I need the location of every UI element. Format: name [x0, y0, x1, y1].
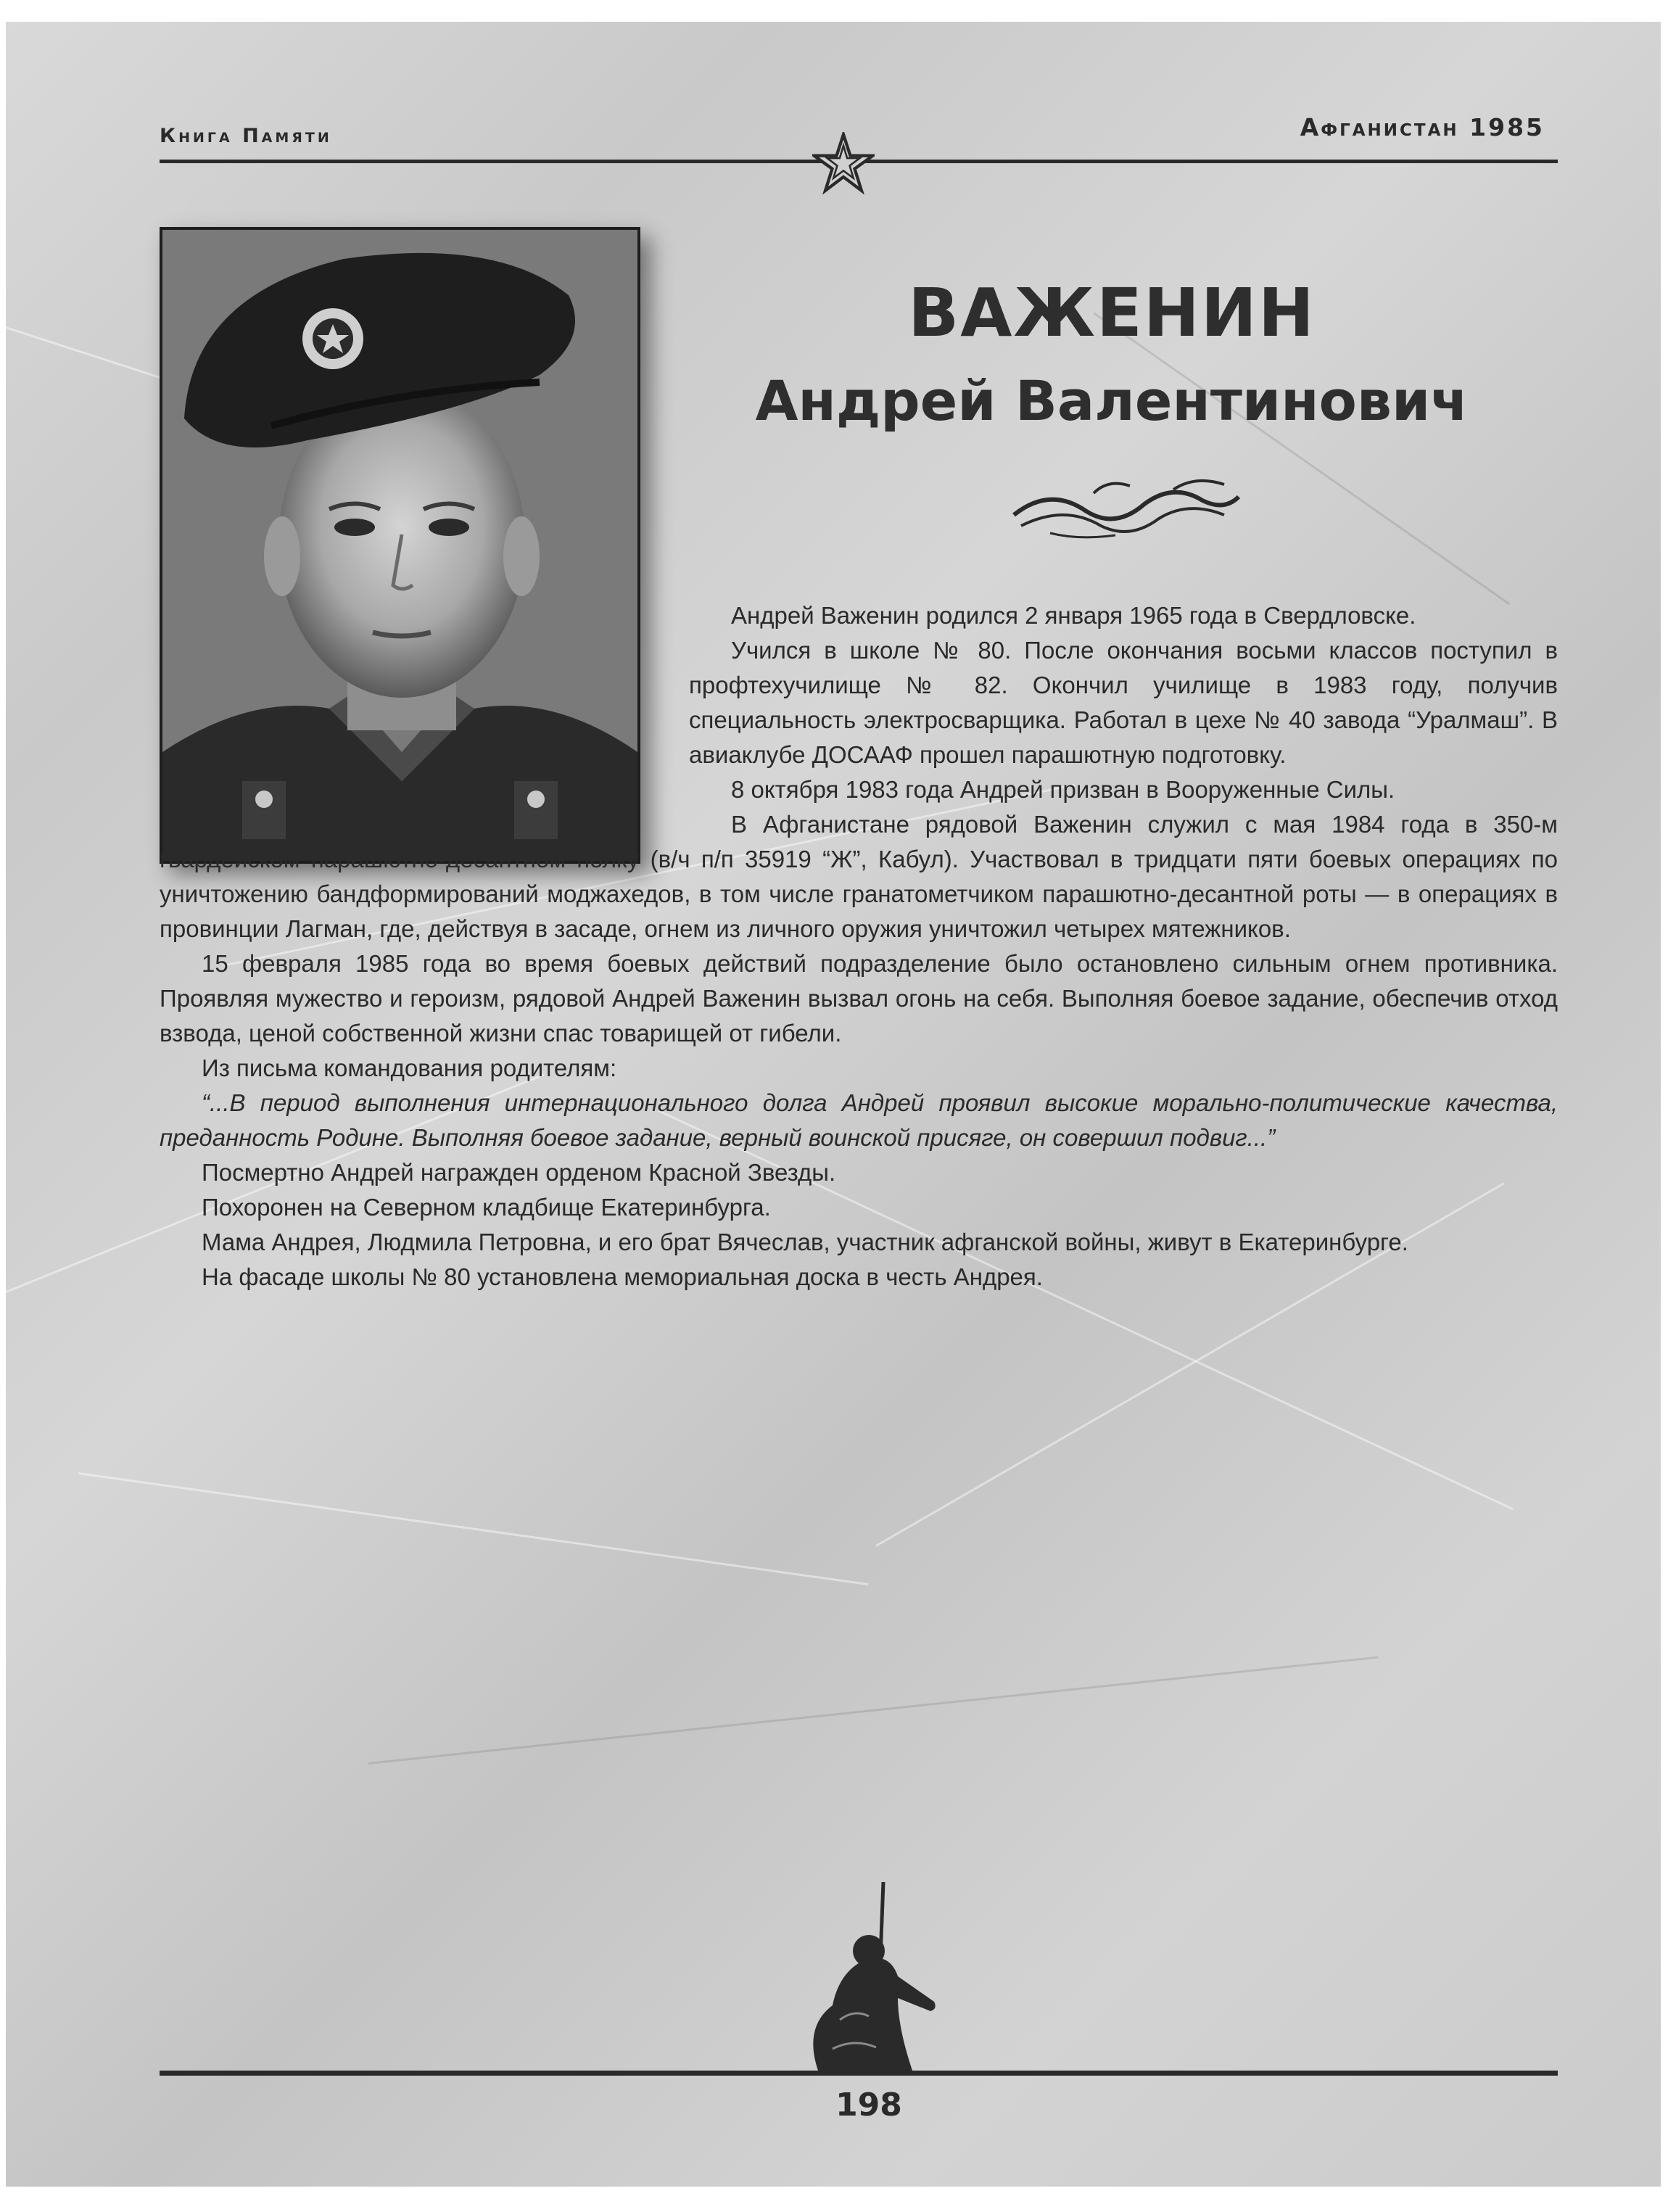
- person-given-names: Андрей Валентинович: [755, 368, 1469, 433]
- mourning-soldier-icon: [789, 1882, 949, 2074]
- biography-paragraph: На фасаде школы № 80 установлена мемориальная доска в честь Андрея.: [202, 1263, 1043, 1290]
- biography-paragraph: Из письма командования родителям:: [202, 1055, 617, 1081]
- section-title: Афганистан 1985: [1300, 113, 1545, 141]
- biography-paragraph: Мама Андрея, Людмила Петровна, и его брат Вячеслав, участник афганской войны, живут в Екатеринбурге.: [202, 1229, 1408, 1255]
- biography-paragraph: Похоронен на Северном кладбище Екатеринбурга.: [202, 1194, 771, 1221]
- biography-text: [160, 598, 1558, 1295]
- paper-crease: [1093, 312, 1510, 605]
- person-surname: ВАЖЕНИН: [908, 274, 1316, 352]
- paper-crease: [78, 1472, 869, 1585]
- biography-paragraph: Андрей Важенин родился 2 января 1965 года в Свердловске.: [731, 602, 1416, 629]
- star-icon: [812, 132, 875, 194]
- biography-paragraph: Посмертно Андрей награжден орденом Красной Звезды.: [202, 1159, 836, 1186]
- paper-crease: [368, 1656, 1379, 1765]
- biography-paragraph: 15 февраля 1985 года во время боевых действий подразделение было остановлено сильным огнем противника. Проявляя мужество и героизм, рядовой Андрей Важенин вызвал огонь на себя. Выполняя боевое задание, обеспечив отход взвода, ценой собственной жизни спас товарищей от гибели.: [160, 950, 1558, 1047]
- biography-paragraph: 8 октября 1983 года Андрей призван в Вооруженные Силы.: [731, 776, 1395, 803]
- commanders-letter-quote: “...В период выполнения интернационального долга Андрей проявил высокие морально-политические качества, преданность Родине. Выполняя боевое задание, верный воинской присяге, он совершил подвиг...”: [160, 1089, 1558, 1151]
- biography-paragraph: В Афганистане рядовой Важенин служил с мая 1984 года в 350-м гвардейском парашютно-десантном полку (в/ч п/п 35919 “Ж”, Кабул). Участвовал в тридцати пяти боевых операциях по уничтожению бандформирований моджахедов, в том числе гранатометчиком парашютно-десантной роты — в операциях в провинции Лагман, где, действуя в засаде, огнем из личного оружия уничтожил четырех мятежников.: [160, 811, 1558, 942]
- footer-rule: [160, 2071, 1558, 2076]
- page-number: 198: [835, 2087, 902, 2124]
- memorial-page: [6, 22, 1661, 2187]
- book-title: Книга Памяти: [160, 125, 332, 147]
- biography-paragraph: Учился в школе № 80. После окончания восьми классов поступил в профтехучилище № 82. Окончил училище в 1983 году, получив специальность электросварщика. Работал в цехе № 40 завода “Уралмаш”. В авиаклубе ДОСААФ прошел парашютную подготовку.: [689, 637, 1558, 768]
- ornament-flourish-icon: [1007, 471, 1246, 544]
